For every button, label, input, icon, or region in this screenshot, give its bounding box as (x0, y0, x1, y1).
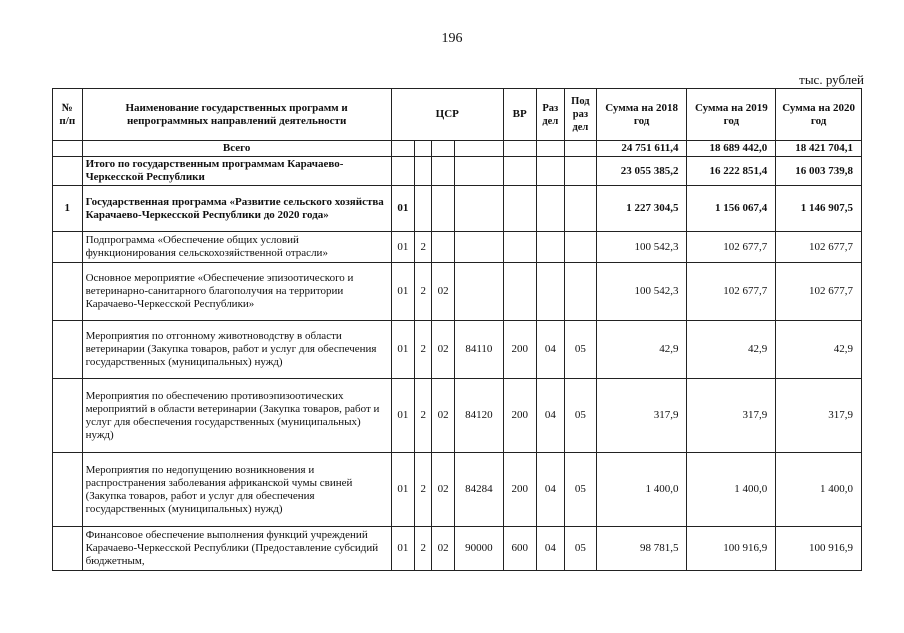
row-name: Всего (82, 141, 391, 157)
header-vr: ВР (503, 89, 536, 141)
row-vr: 200 (503, 379, 536, 453)
row-sum-2020: 102 677,7 (776, 263, 862, 321)
row-csr-subprogram: 2 (415, 321, 432, 379)
row-csr-direction: 84120 (454, 379, 503, 453)
row-razdel (536, 157, 565, 186)
row-csr-subprogram (415, 186, 432, 232)
row-sum-2020: 1 146 907,5 (776, 186, 862, 232)
row-num (53, 232, 83, 263)
row-sum-2018: 23 055 385,2 (596, 157, 687, 186)
row-csr-program: 01 (391, 453, 414, 527)
row-csr-direction: 90000 (454, 527, 503, 571)
row-razdel (536, 186, 565, 232)
row-num (53, 141, 83, 157)
row-vr: 200 (503, 321, 536, 379)
row-vr: 200 (503, 453, 536, 527)
row-csr-program: 01 (391, 186, 414, 232)
row-sum-2020: 42,9 (776, 321, 862, 379)
row-sum-2018: 317,9 (596, 379, 687, 453)
row-razdel: 04 (536, 453, 565, 527)
row-csr-event: 02 (432, 453, 454, 527)
row-num (53, 321, 83, 379)
row-name: Финансовое обеспечение выполнения функций учреждений Карачаево-Черкесской Республики (Предоставление субсидий бюджетным, (82, 527, 391, 571)
row-podrazdel (565, 141, 597, 157)
row-podrazdel: 05 (565, 453, 597, 527)
row-csr-event (432, 186, 454, 232)
table-row-total (53, 141, 862, 157)
row-razdel (536, 141, 565, 157)
row-sum-2019: 1 156 067,4 (687, 186, 776, 232)
row-podrazdel: 05 (565, 321, 597, 379)
row-csr-event: 02 (432, 379, 454, 453)
row-sum-2019: 102 677,7 (687, 232, 776, 263)
row-csr-subprogram: 2 (415, 379, 432, 453)
units-label: тыс. рублей (799, 72, 864, 87)
header-name: Наименование государственных программ и непрограммных направлений деятельности (82, 89, 391, 141)
table-row-subprogram (53, 232, 862, 263)
row-razdel (536, 263, 565, 321)
row-podrazdel: 05 (565, 379, 597, 453)
row-sum-2020: 18 421 704,1 (776, 141, 862, 157)
row-sum-2019: 100 916,9 (687, 527, 776, 571)
row-sum-2018: 1 227 304,5 (596, 186, 687, 232)
row-csr-subprogram (415, 141, 432, 157)
row-sum-2018: 100 542,3 (596, 263, 687, 321)
row-sum-2018: 42,9 (596, 321, 687, 379)
row-name: Основное мероприятие «Обеспечение эпизоотического и ветеринарно-санитарного благополучия на территории Карачаево-Черкесской Республики» (82, 263, 391, 321)
row-csr-program: 01 (391, 527, 414, 571)
row-sum-2019: 317,9 (687, 379, 776, 453)
row-csr-direction (454, 232, 503, 263)
row-name: Мероприятия по недопущению возникновения и распространения заболевания африканской чумы свиней (Закупка товаров, работ и услуг для обеспечения государственных (муниципальных) нужд) (82, 453, 391, 527)
row-vr (503, 141, 536, 157)
row-csr-direction: 84284 (454, 453, 503, 527)
row-csr-subprogram (415, 157, 432, 186)
row-csr-event: 02 (432, 263, 454, 321)
table-row-main-event (53, 263, 862, 321)
header-sum-2019: Сумма на 2019 год (687, 89, 776, 141)
row-name: Итого по государственным программам Карачаево-Черкесской Республики (82, 157, 391, 186)
row-sum-2018: 24 751 611,4 (596, 141, 687, 157)
row-csr-program (391, 157, 414, 186)
row-csr-program (391, 141, 414, 157)
table-row-activity (53, 527, 862, 571)
table-header-row (53, 89, 862, 141)
table-row-activity (53, 379, 862, 453)
row-num (53, 157, 83, 186)
header-podrazdel: Под раз дел (565, 89, 597, 141)
row-csr-program: 01 (391, 321, 414, 379)
row-csr-program: 01 (391, 263, 414, 321)
row-num (53, 527, 83, 571)
row-csr-direction: 84110 (454, 321, 503, 379)
row-csr-program: 01 (391, 379, 414, 453)
row-csr-event (432, 157, 454, 186)
row-podrazdel (565, 232, 597, 263)
row-csr-subprogram: 2 (415, 263, 432, 321)
row-csr-subprogram: 2 (415, 527, 432, 571)
row-csr-program: 01 (391, 232, 414, 263)
page-number: 196 (441, 31, 463, 46)
header-sum-2020: Сумма на 2020 год (776, 89, 862, 141)
budget-table (52, 88, 862, 571)
row-sum-2019: 42,9 (687, 321, 776, 379)
row-csr-event: 02 (432, 321, 454, 379)
table-row-subtotal (53, 157, 862, 186)
row-csr-direction (454, 141, 503, 157)
row-csr-direction (454, 186, 503, 232)
row-csr-event (432, 141, 454, 157)
row-sum-2020: 1 400,0 (776, 453, 862, 527)
row-podrazdel (565, 157, 597, 186)
row-vr (503, 186, 536, 232)
table-row-program (53, 186, 862, 232)
row-sum-2020: 102 677,7 (776, 232, 862, 263)
row-sum-2020: 317,9 (776, 379, 862, 453)
row-sum-2019: 1 400,0 (687, 453, 776, 527)
row-csr-direction (454, 263, 503, 321)
row-name: Подпрограмма «Обеспечение общих условий функционирования сельскохозяйственной отрасли» (82, 232, 391, 263)
row-vr (503, 263, 536, 321)
table-row-activity (53, 453, 862, 527)
row-num (53, 263, 83, 321)
row-csr-direction (454, 157, 503, 186)
row-name: Государственная программа «Развитие сельского хозяйства Карачаево-Черкесской Республики до 2020 года» (82, 186, 391, 232)
row-podrazdel: 05 (565, 527, 597, 571)
row-num (53, 379, 83, 453)
row-sum-2020: 100 916,9 (776, 527, 862, 571)
header-csr: ЦСР (391, 89, 503, 141)
row-razdel (536, 232, 565, 263)
row-sum-2020: 16 003 739,8 (776, 157, 862, 186)
row-vr (503, 232, 536, 263)
row-podrazdel (565, 186, 597, 232)
row-sum-2019: 18 689 442,0 (687, 141, 776, 157)
row-sum-2019: 16 222 851,4 (687, 157, 776, 186)
row-sum-2018: 1 400,0 (596, 453, 687, 527)
row-podrazdel (565, 263, 597, 321)
row-name: Мероприятия по обеспечению противоэпизоотических мероприятий в области ветеринарии (Закупка товаров, работ и услуг для обеспечения государственных (муниципальных) нужд) (82, 379, 391, 453)
row-csr-event (432, 232, 454, 263)
header-num: № п/п (53, 89, 83, 141)
header-razdel: Раз дел (536, 89, 565, 141)
row-name: Мероприятия по отгонному животноводству в области ветеринарии (Закупка товаров, работ и услуг для обеспечения государственных (муниципальных) нужд) (82, 321, 391, 379)
row-num: 1 (53, 186, 83, 232)
row-csr-event: 02 (432, 527, 454, 571)
row-num (53, 453, 83, 527)
header-sum-2018: Сумма на 2018 год (596, 89, 687, 141)
row-razdel: 04 (536, 321, 565, 379)
row-csr-subprogram: 2 (415, 453, 432, 527)
row-sum-2018: 100 542,3 (596, 232, 687, 263)
row-vr (503, 157, 536, 186)
row-vr: 600 (503, 527, 536, 571)
row-sum-2018: 98 781,5 (596, 527, 687, 571)
table-row-activity (53, 321, 862, 379)
row-sum-2019: 102 677,7 (687, 263, 776, 321)
row-razdel: 04 (536, 379, 565, 453)
row-razdel: 04 (536, 527, 565, 571)
row-csr-subprogram: 2 (415, 232, 432, 263)
